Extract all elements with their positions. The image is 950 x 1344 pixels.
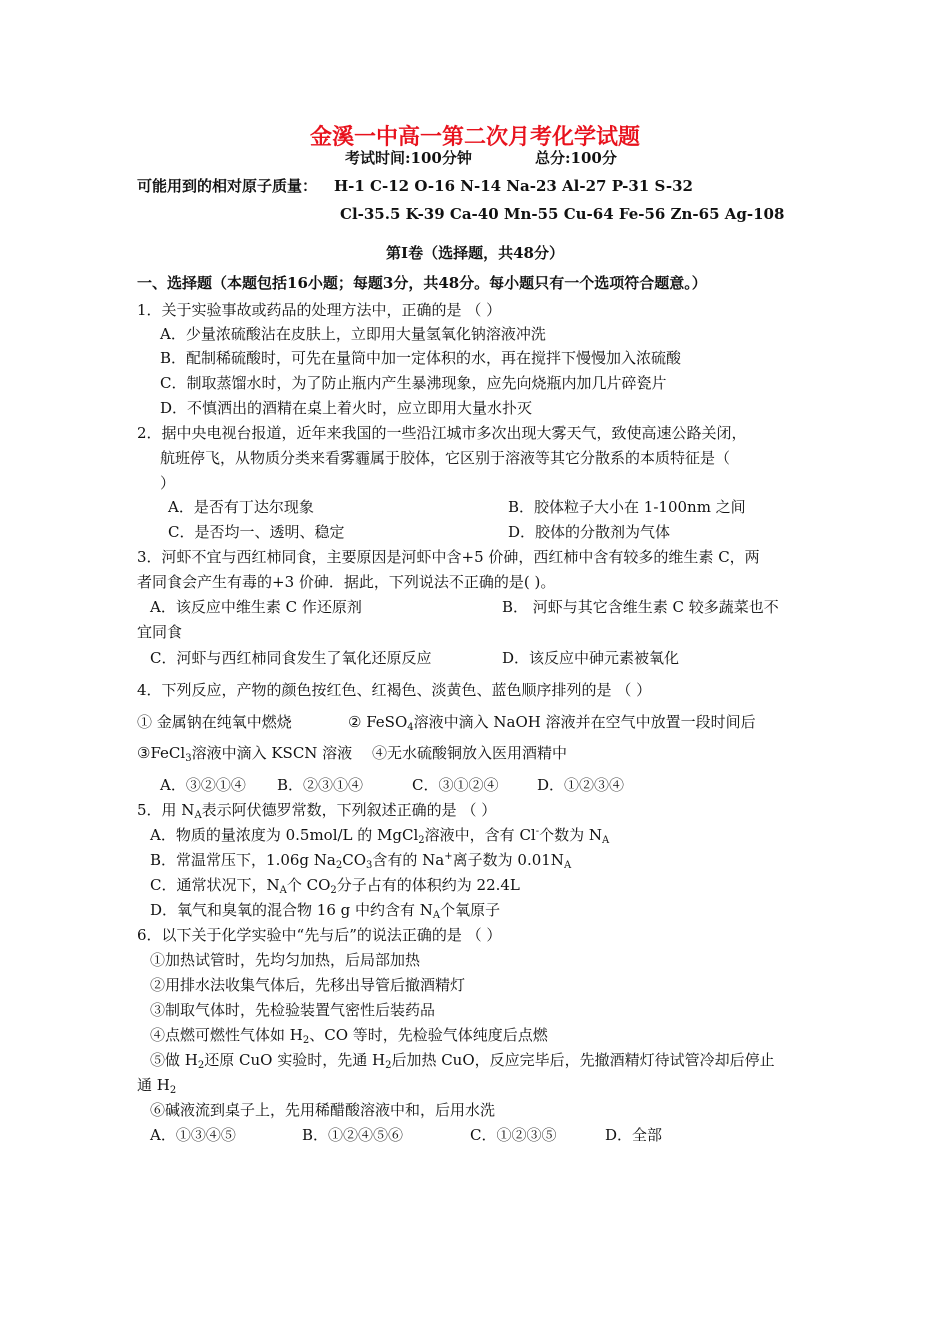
- q4-option-a: A．③②①④: [160, 776, 246, 794]
- q2-stem-line3: ）: [160, 474, 176, 492]
- q5-option-c: C．通常状况下，$N_A$个 $CO_2$分子占有的体积约为 22.4L: [150, 876, 520, 896]
- q2-option-a: A．是否有丁达尔现象: [168, 498, 314, 516]
- q4-stem: 4．下列反应，产物的颜色按红色、红褐色、淡黄色、蓝色顺序排列的是 （ ）: [137, 681, 652, 699]
- q4-item-3: ③FeCl$_3$溶液中滴入 KSCN 溶液: [137, 744, 353, 764]
- q4-item-4: ④无水硫酸铜放入医用酒精中: [372, 744, 568, 762]
- q5-stem: 5．用 $N_A$表示阿伏德罗常数，下列叙述正确的是 （ ）: [137, 801, 497, 821]
- q2-stem-line2: 航班停飞，从物质分类来看雾霾属于胶体，它区别于溶液等其它分散系的本质特征是（: [160, 449, 731, 467]
- q6-item-3: ③制取气体时，先检验装置气密性后装药品: [150, 1001, 436, 1019]
- q6-stem: 6．以下关于化学实验中“先与后”的说法正确的是 （ ）: [137, 926, 502, 944]
- q2-option-d: D．胶体的分散剂为气体: [508, 523, 671, 541]
- q3-option-b-continued: 宜同食: [137, 623, 183, 641]
- q6-item-1: ①加热试管时，先均匀加热，后局部加热: [150, 951, 421, 969]
- total-score: 总分:100分: [535, 149, 617, 167]
- q6-item-4: ④点燃可燃性气体如 $H_2$、CO 等时，先检验气体纯度后点燃: [150, 1026, 548, 1046]
- q3-option-a: A．该反应中维生素 C 作还原剂: [150, 598, 362, 616]
- exam-title: 金溪一中高一第二次月考化学试题: [309, 124, 640, 150]
- q6-item-2: ②用排水法收集气体后，先移出导管后撤酒精灯: [150, 976, 466, 994]
- q4-option-c: C．③①②④: [412, 776, 499, 794]
- atomic-mass-line1: H-1 C-12 O-16 N-14 Na-23 Al-27 P-31 S-32: [334, 177, 693, 195]
- q4-option-d: D．①②③④: [537, 776, 625, 794]
- q3-stem-line2: 者同食会产生有毒的+3 价砷．据此，下列说法不正确的是( )。: [137, 573, 556, 591]
- q5-option-d: D．氧气和臭氧的混合物 16 g 中约含有 $N_A$个氧原子: [150, 901, 501, 921]
- exam-time: 考试时间:100分钟: [345, 149, 472, 167]
- atomic-mass-line2: Cl-35.5 K-39 Ca-40 Mn-55 Cu-64 Fe-56 Zn-65 Ag-108: [340, 205, 785, 223]
- q1-option-c: C．制取蒸馏水时，为了防止瓶内产生暴沸现象，应先向烧瓶内加几片碎瓷片: [160, 374, 667, 392]
- q6-option-b: B．①②④⑤⑥: [302, 1126, 404, 1144]
- q1-stem: 1．关于实验事故或药品的处理方法中，正确的是 （ ）: [137, 301, 502, 319]
- q5-option-b: B．常温常压下，1.06g $Na_2CO_3$含有的 Na+离子数为 $0.01N_A$: [150, 851, 572, 871]
- atomic-mass-label: 可能用到的相对原子质量：: [137, 177, 318, 195]
- q4-item-2: ② FeSO$_4$溶液中滴入 NaOH 溶液并在空气中放置一段时间后: [348, 713, 756, 733]
- q3-stem-line1: 3．河虾不宜与西红柿同食，主要原因是河虾中含+5 价砷，西红柿中含有较多的维生素 C，两: [137, 548, 760, 566]
- section-heading: 一、选择题（本题包括16小题；每题3分，共48分。每小题只有一个选项符合题意。）: [137, 274, 707, 292]
- q4-option-b: B．②③①④: [277, 776, 364, 794]
- q6-option-c: C．①②③⑤: [470, 1126, 557, 1144]
- q2-stem-line1: 2．据中央电视台报道，近年来我国的一些沿江城市多次出现大雾天气，致使高速公路关闭，: [137, 424, 747, 442]
- q6-item-5: ⑤做 $H_2$还原 CuO 实验时，先通 $H_2$后加热 CuO，反应完毕后，先撤酒精灯待试管冷却后停止: [150, 1051, 775, 1071]
- q2-option-c: C．是否均一、透明、稳定: [168, 523, 345, 541]
- q6-option-a: A．①③④⑤: [150, 1126, 236, 1144]
- q6-item-6: ⑥碱液流到桌子上，先用稀醋酸溶液中和，后用水洗: [150, 1101, 496, 1119]
- q3-option-c: C．河虾与西红柿同食发生了氧化还原反应: [150, 649, 432, 667]
- q2-option-b: B．胶体粒子大小在 1-100nm 之间: [508, 498, 746, 516]
- q1-option-d: D．不慎洒出的酒精在桌上着火时，应立即用大量水扑灭: [160, 399, 533, 417]
- q1-option-a: A．少量浓硫酸沾在皮肤上，立即用大量氢氧化钠溶液冲洗: [160, 325, 546, 343]
- q5-option-a: A．物质的量浓度为 0.5mol/L 的 MgCl$_2$溶液中，含有 Cl-个数为 $N_A$: [150, 826, 610, 846]
- volume-heading: 第Ⅰ卷（选择题，共48分）: [386, 244, 564, 262]
- q6-item-5-continued: 通 $H_2$: [137, 1076, 177, 1096]
- q6-option-d: D．全部: [605, 1126, 663, 1144]
- q3-option-b: B． 河虾与其它含维生素 C 较多蔬菜也不: [502, 598, 779, 616]
- q4-item-1: ① 金属钠在纯氧中燃烧: [137, 713, 292, 731]
- q1-option-b: B．配制稀硫酸时，可先在量筒中加一定体积的水，再在搅拌下慢慢加入浓硫酸: [160, 349, 682, 367]
- q3-option-d: D．该反应中砷元素被氧化: [502, 649, 680, 667]
